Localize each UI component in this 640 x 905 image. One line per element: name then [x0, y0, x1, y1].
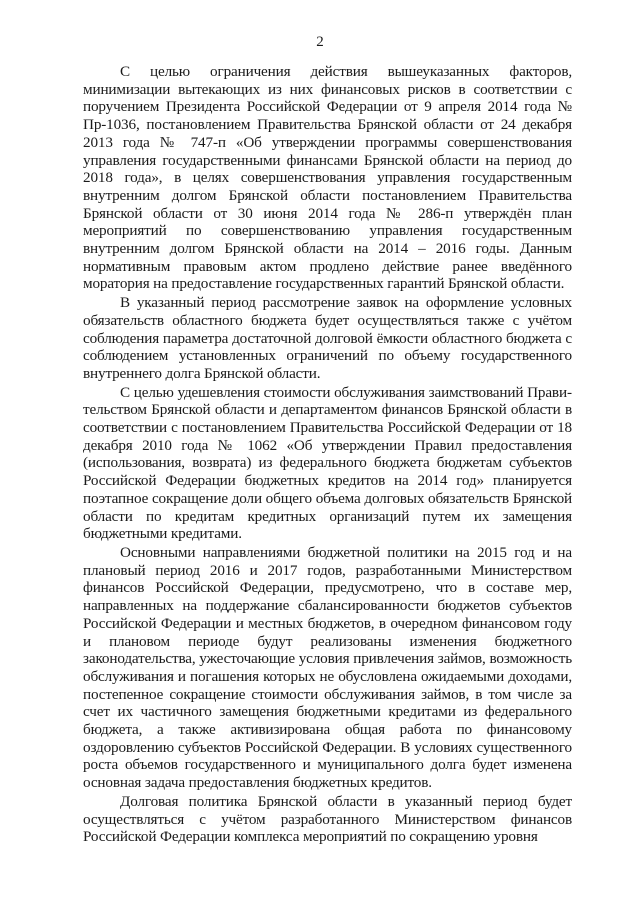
paragraph-budget-policy: Основными направлениями бюджетной политики на 2015 год и на плановый период 2016 и 2017 годов, разработанными Министерством финансов Российской Федерации, предусмотрено, что в составе мер, направленных на поддержание сбалансированности бюджетов субъектов Российской Федерации и местных бюджетов, в очередном финансовом году и плановом периоде будут реализованы изменения бюджетного законодательства, ужесточающие условия привлечения займов, возможность обслуживания и погашения которых не обусловлена ожидаемыми доходами, постепенное сокращение стоимости обслуживания займов, в том числе за счет их частичного замещения бюджетными кредитами из федерального бюджета, а также активизирована общая работа по финансовому оздоровлению субъектов Российской Федерации. В условиях существенного роста объемов государственного и муниципального долга будет изменена основная задача предоставления бюджетных кредитов.: [83, 543, 572, 792]
paragraph-debt-policy: Долговая политика Брянской области в указанный период будет осуществляться с учётом разработанного Министерством финансов Российской Федерации комплекса мероприятий по сокращению уровня: [83, 792, 572, 846]
paragraph-borrowing-cost: С целью удешевления стоимости обслуживания заимствований Правительством Брянской области и департаментом финансов Брянской области в соответствии с постановлением Правительства Российской Федерации от 18 декабря 2010 года № 1062 «Об утверждении Правил предоставления (использования, возврата) из федерального бюджета бюджетам субъектов Российской Федерации бюджетных кредитов на 2014 год» планируется поэтапное сокращение доли общего объема долговых обязательств Брянской области по кредитам кредитных организаций путем их замещения бюджетными кредитами.: [83, 383, 572, 543]
paragraph-conditional-obligations: В указанный период рассмотрение заявок на оформление условных обязательств областного бюджета будет осуществляться также с учётом соблюдения параметра достаточной долговой ёмкости областного бюджета с соблюдением установленных ограничений по объему государственного внутреннего долга Брянской области.: [83, 294, 572, 382]
paragraph-risk-limitation: С целью ограничения действия вышеуказанных факторов, минимизации вытекающих из них финансовых рисков в соответствии с поручением Президента Российской Федерации от 9 апреля 2014 года № Пр-1036, постановлением Правительства Брянской области от 24 декабря 2013 года № 747-п «Об утверждении программы совершенствования управления государственными финансами Брянской области на период до 2018 года», в целях совершенствования управления государственным внутренним долгом Брянской области постановлением Правительства Брянской области от 30 июня 2014 года № 286-п утверждён план мероприятий по совершенствованию управления государственным внутренним долгом Брянской области на 2014 – 2016 годы. Данным нормативным правовым актом продлено действие ранее введённого моратория на предоставление государственных гарантий Брянской области.: [83, 63, 572, 293]
page-number: 2: [316, 34, 324, 50]
document-body: [83, 63, 572, 847]
